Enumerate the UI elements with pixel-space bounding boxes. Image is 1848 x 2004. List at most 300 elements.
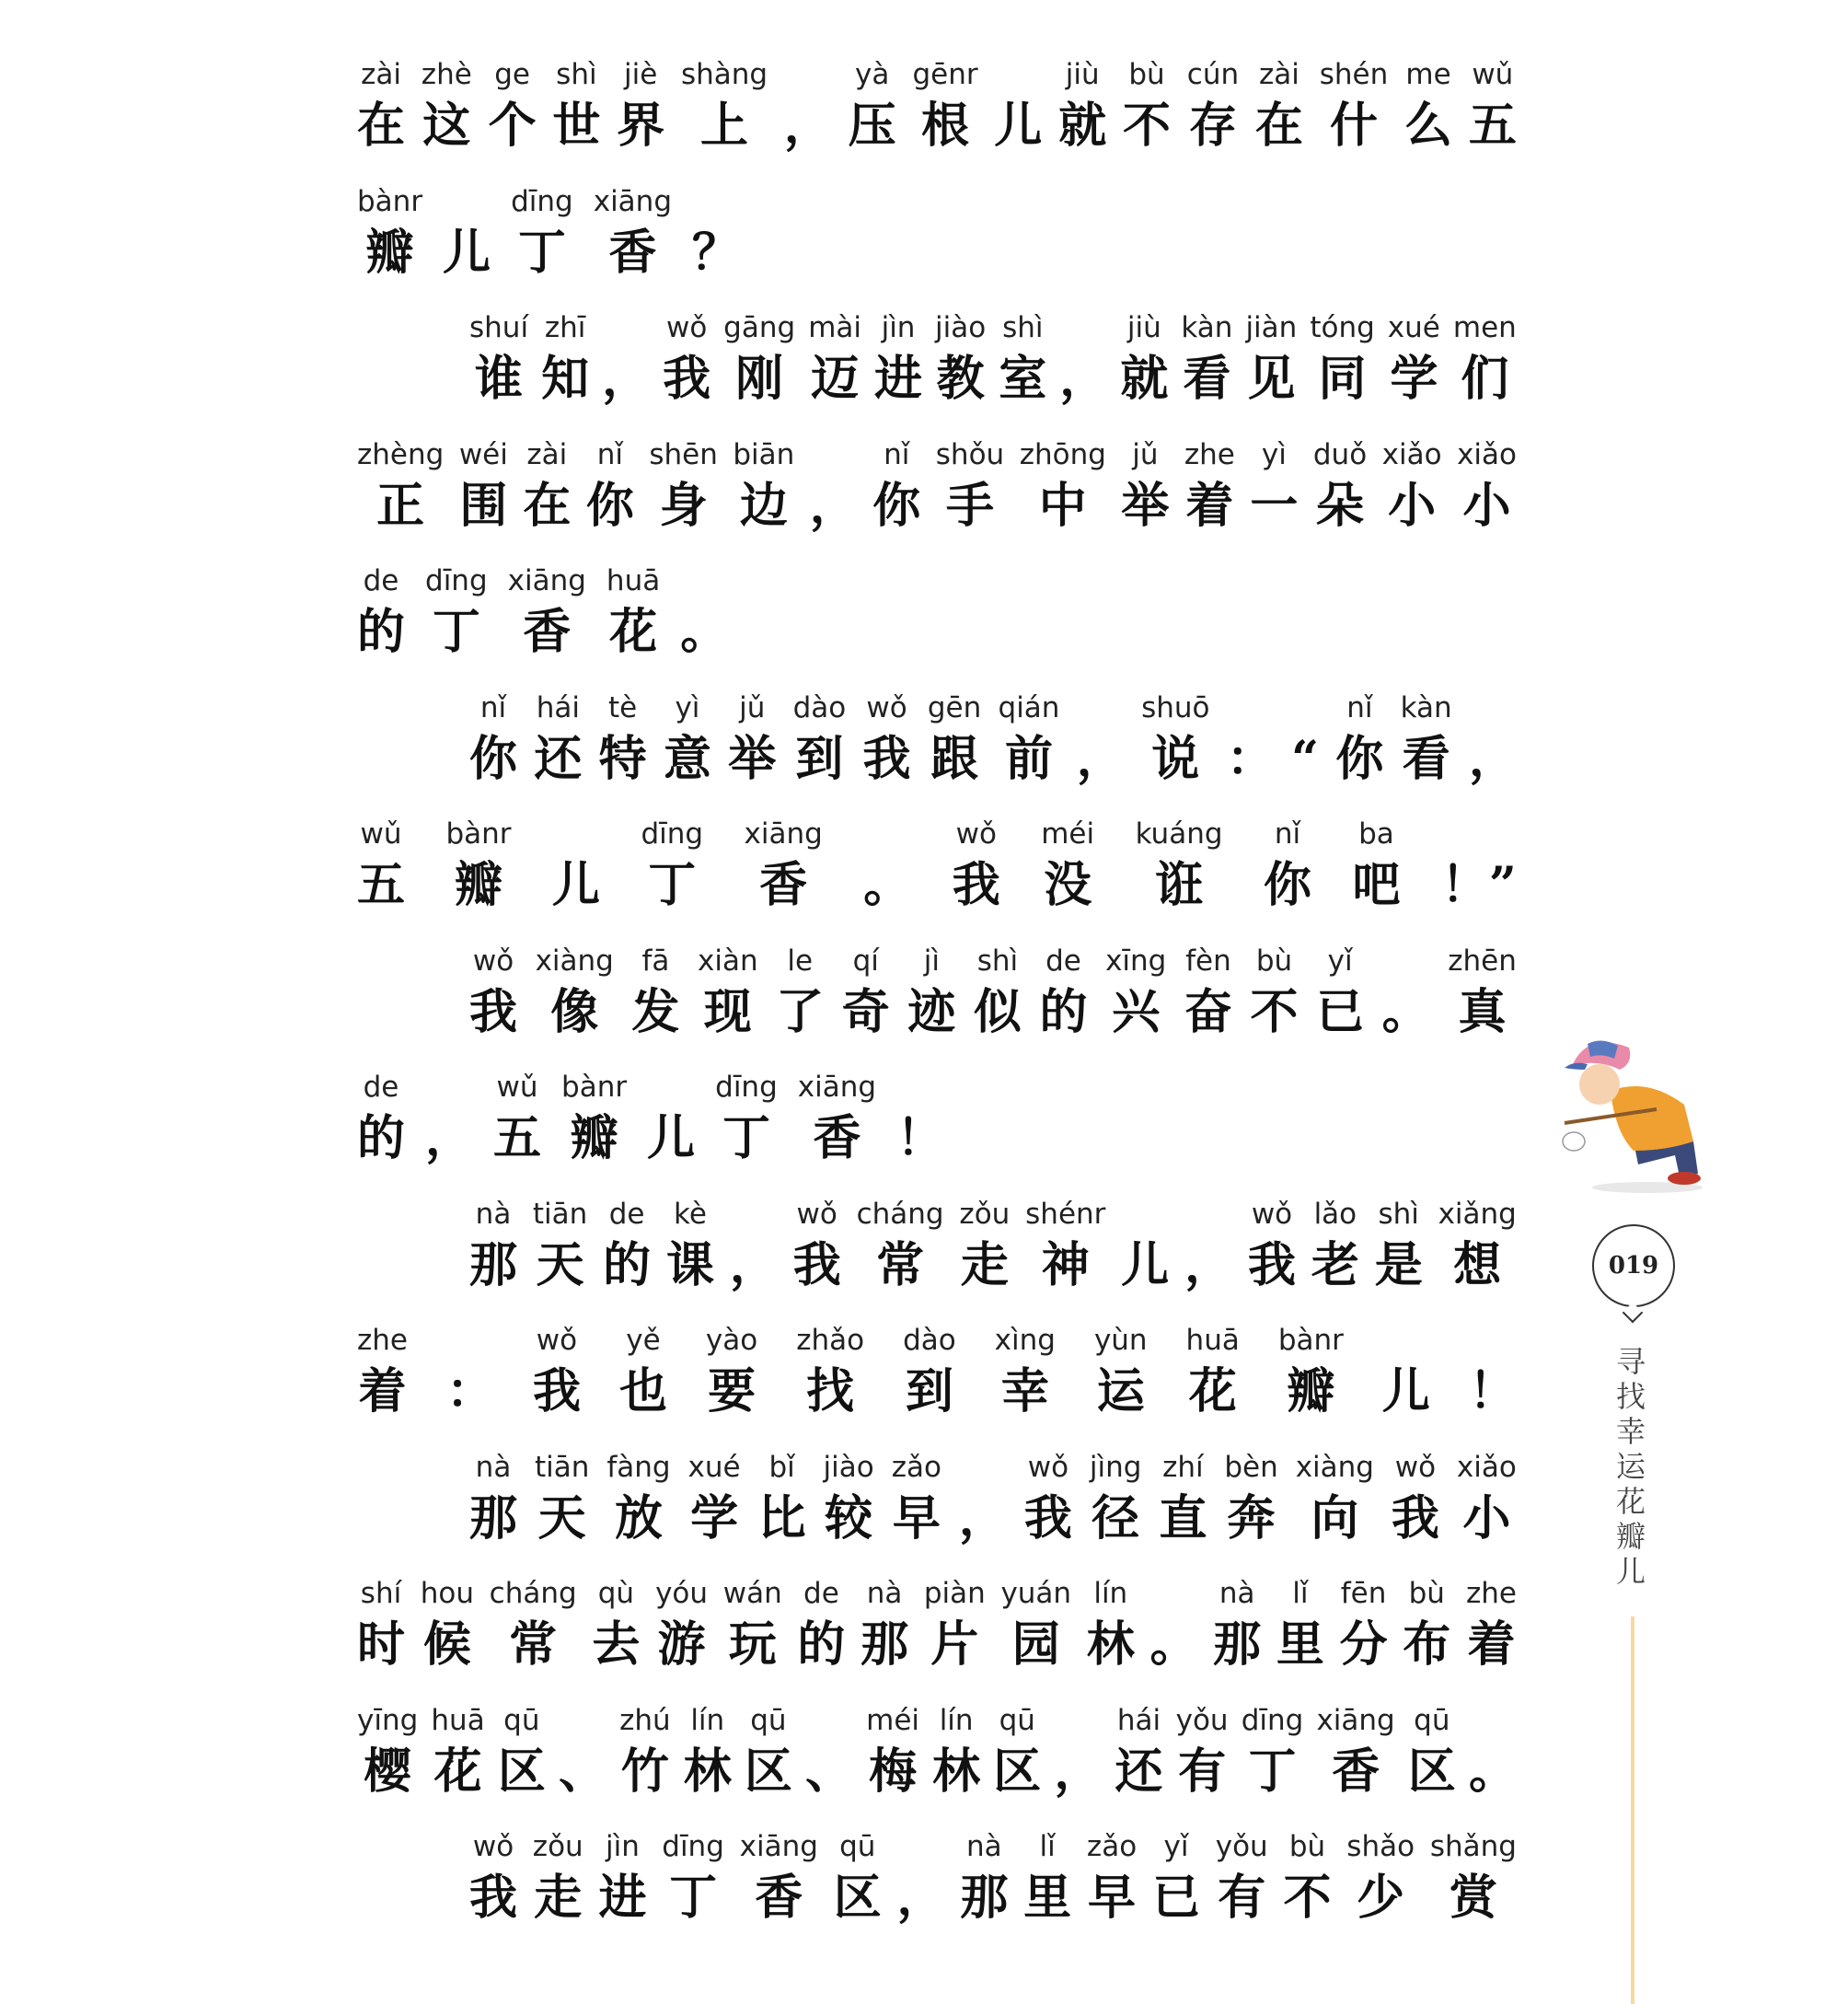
pinyin: qū (750, 1703, 787, 1737)
hanzi: 直 (1159, 1489, 1207, 1546)
ruby-token (541, 308, 589, 411)
ruby-token (1346, 1827, 1415, 1930)
pinyin: ge (494, 58, 530, 91)
pinyin (1469, 1701, 1517, 1740)
pinyin: shén (1319, 58, 1389, 91)
hanzi: 到 (905, 1363, 953, 1419)
pinyin: yì (1261, 437, 1287, 471)
ruby-token (647, 1068, 695, 1171)
hanzi: 前 (1004, 730, 1053, 787)
pinyin: zhe (1184, 437, 1235, 471)
pinyin: qū (839, 1830, 876, 1863)
ruby-token (594, 182, 672, 285)
pinyin: jǔ (739, 690, 766, 724)
pinyin: bèn (1224, 1450, 1278, 1484)
ruby-token (1176, 1701, 1229, 1804)
hanzi: 比 (757, 1489, 806, 1546)
pinyin (1469, 689, 1517, 727)
ruby-token (805, 1701, 853, 1804)
hanzi: 里 (1276, 1616, 1324, 1673)
ruby-token (740, 1827, 818, 1930)
pinyin: shǎo (1346, 1830, 1415, 1863)
hanzi: 梅 (869, 1743, 918, 1800)
ruby-token (617, 55, 664, 158)
pinyin: zhǎo (796, 1324, 865, 1357)
pinyin: yà (855, 58, 890, 91)
pinyin: shénr (1025, 1197, 1106, 1231)
ruby-token (469, 1827, 517, 1930)
pinyin: yào (705, 1324, 758, 1357)
hanzi: 真 (1458, 983, 1507, 1040)
ruby-token (469, 1195, 517, 1298)
hanzi: 区 (993, 1743, 1042, 1800)
ruby-token (357, 1068, 405, 1171)
hanzi: 还 (534, 730, 583, 787)
ruby-token (1121, 1195, 1169, 1298)
ruby-token (912, 55, 977, 158)
ruby-token (490, 1574, 577, 1677)
pinyin: de (1045, 944, 1081, 978)
ruby-token (1392, 1448, 1439, 1551)
pinyin: nǐ (1274, 817, 1301, 851)
hanzi: 不 (1250, 983, 1299, 1040)
pinyin: jiào (823, 1450, 874, 1484)
ruby-token (994, 55, 1042, 158)
text-line (357, 1448, 1517, 1575)
hanzi: 放 (614, 1489, 663, 1546)
pinyin: tiān (532, 1197, 588, 1231)
pinyin (443, 182, 491, 221)
pinyin: shēn (649, 437, 718, 471)
pinyin: xiāng (797, 1071, 877, 1104)
hanzi: 现 (703, 983, 752, 1040)
pinyin: shǎng (1429, 1830, 1517, 1863)
hanzi: 片 (930, 1616, 979, 1673)
pinyin: zài (361, 58, 401, 91)
hanzi: 竹 (620, 1743, 669, 1800)
pinyin (810, 435, 858, 474)
pinyin: jìng (1089, 1450, 1142, 1484)
pinyin: zǒu (532, 1830, 583, 1863)
story-text (357, 55, 1517, 1954)
hanzi: 同 (1318, 351, 1367, 407)
ruby-token (1316, 942, 1364, 1045)
ruby-token (745, 1701, 792, 1804)
pinyin: kè (674, 1197, 707, 1231)
pinyin: méi (1041, 817, 1095, 851)
pinyin: nǐ (1346, 690, 1373, 724)
pinyin (559, 1701, 606, 1740)
ruby-token (357, 435, 444, 539)
ruby-token (1466, 1574, 1517, 1677)
ruby-token (1020, 435, 1106, 539)
pinyin: wéi (458, 437, 508, 471)
ruby-token (1457, 435, 1517, 539)
ruby-token (508, 562, 586, 665)
hanzi: 区 (1407, 1743, 1456, 1800)
pinyin: shì (1378, 1197, 1419, 1231)
hanzi: ！ (896, 1110, 945, 1166)
hanzi: 刚 (735, 351, 784, 407)
hanzi: 丁 (648, 857, 697, 913)
hanzi: 天 (536, 1236, 584, 1293)
pinyin: jiù (1065, 58, 1100, 91)
pinyin: xiàng (1295, 1450, 1374, 1484)
hanzi: 奔 (1227, 1489, 1276, 1546)
pinyin (1077, 689, 1125, 727)
ruby-token (1404, 55, 1452, 158)
ruby-token (1184, 1195, 1232, 1298)
hanzi: 在 (523, 477, 572, 534)
hanzi: 早 (892, 1489, 941, 1546)
hanzi: 进 (598, 1870, 647, 1926)
page-number: 019 (1608, 1252, 1659, 1280)
hanzi: 边 (739, 477, 788, 534)
ruby-token (842, 942, 890, 1045)
ruby-token (586, 435, 634, 539)
pinyin: kàn (1181, 311, 1233, 344)
hanzi: 老 (1311, 1236, 1359, 1293)
ruby-token (834, 1827, 882, 1930)
ruby-token (619, 1701, 671, 1804)
pinyin: jiào (935, 311, 987, 344)
hand (1563, 1132, 1585, 1151)
ruby-token (603, 1195, 651, 1298)
ruby-token (422, 55, 472, 158)
ruby-token (897, 1827, 945, 1930)
hanzi: 我 (663, 351, 711, 407)
hanzi: 瓣 (365, 224, 414, 281)
ruby-token (559, 1701, 606, 1804)
ruby-token (533, 1321, 581, 1424)
hanzi: 身 (659, 477, 708, 534)
ruby-token (1438, 1195, 1517, 1298)
ruby-token (552, 55, 600, 158)
hanzi: 小 (1388, 477, 1437, 534)
pinyin: gēn (927, 690, 982, 724)
pinyin (692, 182, 740, 221)
hanzi: 儿 (443, 224, 491, 281)
pinyin: xiāng (739, 1830, 818, 1863)
ruby-token (1120, 308, 1168, 411)
hanzi: 们 (1461, 351, 1509, 407)
pinyin (1227, 689, 1275, 727)
ruby-token (655, 1574, 708, 1677)
hanzi: 那 (860, 1616, 909, 1673)
ruby-token (872, 435, 920, 539)
hanzi: ： (445, 1363, 494, 1419)
ruby-token (684, 1701, 732, 1804)
pinyin: dīng (425, 564, 488, 597)
ruby-token (1469, 1321, 1517, 1424)
hanzi: 走 (534, 1870, 583, 1926)
pinyin (897, 1827, 945, 1866)
hanzi: 小 (1462, 1489, 1511, 1546)
ruby-token (535, 1448, 589, 1551)
ruby-token (533, 1195, 587, 1298)
ruby-token (489, 55, 537, 158)
ruby-token (357, 55, 405, 158)
pinyin: dīng (715, 1071, 778, 1104)
hanzi: 朵 (1316, 477, 1365, 534)
ruby-token (1181, 308, 1232, 411)
hanzi: 香 (523, 604, 572, 660)
hanzi: 丁 (432, 604, 480, 660)
ruby-token (745, 815, 823, 918)
pinyin: xiàn (698, 944, 758, 978)
pinyin: zǒu (959, 1197, 1011, 1231)
hanzi: 奇 (841, 983, 890, 1040)
ruby-token (459, 435, 508, 539)
hanzi: 界 (617, 98, 665, 154)
ruby-token (1457, 1448, 1517, 1551)
pinyin: nǐ (884, 437, 910, 471)
pinyin: xiāng (744, 817, 823, 851)
ruby-token (493, 1068, 541, 1171)
ruby-token (932, 1701, 980, 1804)
ruby-token (1382, 942, 1430, 1045)
hanzi: 进 (874, 351, 923, 407)
hanzi: 的 (797, 1616, 846, 1673)
ruby-token (1430, 1827, 1517, 1930)
hanzi: 我 (1023, 1489, 1072, 1546)
ruby-token (960, 1827, 1008, 1930)
pinyin (1121, 1195, 1169, 1234)
ruby-token (1123, 55, 1171, 158)
pinyin: dīng (1241, 1703, 1304, 1737)
text-line (357, 562, 1517, 689)
pinyin: zhōng (1019, 437, 1106, 471)
pinyin: hou (420, 1577, 474, 1610)
pinyin: wǔ (496, 1071, 538, 1104)
pinyin (1382, 1321, 1430, 1360)
pinyin: bànr (1277, 1324, 1344, 1357)
pinyin: bù (1408, 1577, 1445, 1610)
pinyin (863, 815, 911, 853)
pinyin: wǒ (955, 817, 997, 851)
pinyin: bù (1128, 58, 1165, 91)
hanzi: 那 (469, 1236, 518, 1293)
hanzi: 还 (1115, 1743, 1163, 1800)
hanzi: 我 (469, 1870, 518, 1926)
pinyin (1291, 689, 1319, 727)
ruby-token (443, 182, 491, 285)
ruby-token (1245, 308, 1297, 411)
ruby-token (1291, 689, 1319, 792)
pinyin: zhèng (357, 437, 445, 471)
pinyin: zài (1258, 58, 1299, 91)
text-line (357, 1827, 1517, 1954)
ruby-token (824, 1448, 874, 1551)
ruby-token (1227, 689, 1275, 792)
hanzi: 那 (1213, 1616, 1262, 1673)
pinyin: yóu (655, 1577, 709, 1610)
hanzi: 室 (999, 351, 1047, 407)
pinyin: me (1405, 58, 1451, 91)
pinyin: zhe (1465, 1577, 1517, 1610)
hanzi: 那 (469, 1489, 518, 1546)
hanzi: 兴 (1112, 983, 1161, 1040)
hanzi: 迹 (907, 983, 956, 1040)
pinyin: nǐ (479, 690, 507, 724)
hanzi: 世 (552, 98, 601, 154)
pinyin: wǒ (866, 690, 907, 724)
pinyin (959, 1448, 1007, 1487)
ruby-token (1115, 1701, 1163, 1804)
pinyin: dào (792, 690, 847, 724)
hanzi: ？ (692, 224, 741, 281)
hanzi: 知 (541, 351, 590, 407)
ruby-token (706, 1321, 757, 1424)
ruby-token (606, 1448, 670, 1551)
pinyin: xiǎo (1381, 437, 1442, 471)
pinyin: nà (966, 1830, 1002, 1863)
text-line (357, 1195, 1517, 1322)
ruby-token (536, 942, 614, 1045)
pinyin: wǒ (1251, 1197, 1293, 1231)
pinyin: zhí (1162, 1450, 1204, 1484)
ruby-token (1469, 689, 1517, 792)
pinyin: xiāng (1316, 1703, 1395, 1737)
pinyin: yě (626, 1324, 661, 1357)
hanzi: ， (1184, 1236, 1233, 1293)
hanzi: 要 (708, 1363, 757, 1419)
hanzi: 香 (813, 1110, 861, 1166)
hanzi: 那 (960, 1870, 1009, 1926)
pinyin: zhī (544, 311, 586, 344)
hanzi: 存 (1188, 98, 1237, 154)
pinyin: piàn (923, 1577, 986, 1610)
ruby-token (1401, 689, 1452, 792)
hanzi: 布 (1403, 1616, 1451, 1673)
ruby-token (797, 1574, 845, 1677)
hanzi: 也 (618, 1363, 667, 1419)
hanzi: 意 (663, 730, 711, 787)
ruby-token (1382, 435, 1442, 539)
ruby-token (1251, 942, 1299, 1045)
hanzi: ， (958, 1489, 1007, 1546)
text-line (357, 1574, 1517, 1701)
text-line (357, 942, 1517, 1069)
ruby-token (935, 308, 986, 411)
hanzi: 中 (1038, 477, 1087, 534)
text-line (357, 435, 1517, 562)
ruby-token (866, 1701, 919, 1804)
text-line (357, 308, 1517, 435)
ruby-token (776, 942, 824, 1045)
hanzi: 丁 (517, 224, 566, 281)
pinyin: zhēn (1448, 944, 1517, 978)
pinyin: bànr (445, 817, 512, 851)
hanzi: 向 (1311, 1489, 1359, 1546)
page-number-badge (1592, 1224, 1675, 1307)
hanzi: 手 (945, 477, 994, 534)
hanzi: 儿 (647, 1110, 696, 1166)
ruby-token (1023, 1827, 1071, 1930)
pinyin: bù (1255, 944, 1293, 978)
pinyin: qū (1414, 1703, 1450, 1737)
hanzi: 游 (657, 1616, 706, 1673)
ruby-token (993, 1701, 1041, 1804)
pinyin: huā (431, 1703, 485, 1737)
pinyin: qián (998, 690, 1060, 724)
hanzi: 看 (1183, 351, 1231, 407)
ruby-token (903, 1321, 956, 1424)
pinyin: jìn (881, 311, 916, 344)
ruby-token (1316, 1701, 1394, 1804)
text-line (357, 1701, 1517, 1828)
pinyin (647, 1068, 695, 1106)
pinyin: cháng (489, 1577, 577, 1610)
ruby-token (715, 1068, 778, 1171)
hanzi: 常 (876, 1236, 925, 1293)
pinyin: wǒ (796, 1197, 837, 1231)
hanzi: 香 (755, 1870, 803, 1926)
ruby-token (1264, 815, 1311, 918)
ruby-token (1187, 55, 1239, 158)
ruby-token (663, 308, 710, 411)
hanzi: 林 (932, 1743, 981, 1800)
ruby-token (1054, 1701, 1102, 1804)
hanzi: ， (1054, 1743, 1103, 1800)
pinyin: wán (722, 1577, 782, 1610)
pinyin: xiǎo (1457, 437, 1517, 471)
ruby-token (357, 562, 405, 665)
ruby-token (1184, 942, 1232, 1045)
ruby-token (599, 689, 647, 792)
hanzi: 这 (422, 98, 471, 154)
hanzi: 的 (357, 1110, 406, 1166)
hanzi: 学 (1390, 351, 1438, 407)
pinyin: tè (608, 690, 638, 724)
text-line (357, 182, 1517, 309)
hanzi: 不 (1123, 98, 1172, 154)
hanzi: 我 (862, 730, 911, 787)
hanzi: 、 (558, 1743, 606, 1800)
ruby-token (1278, 1321, 1344, 1424)
ruby-token (1388, 308, 1440, 411)
ruby-token (784, 55, 832, 158)
hanzi: 有 (1218, 1870, 1266, 1926)
pinyin: yǒu (1215, 1830, 1268, 1863)
ruby-token (698, 942, 758, 1045)
pinyin: wǒ (472, 944, 514, 978)
hanzi: 特 (598, 730, 647, 787)
pinyin: dào (903, 1324, 956, 1357)
ruby-token (723, 1574, 782, 1677)
side-rule (1631, 1616, 1634, 2004)
pinyin: jiè (624, 58, 658, 91)
pinyin: lín (690, 1703, 725, 1737)
hanzi: 是 (1374, 1236, 1423, 1293)
hanzi: 。 (1149, 1616, 1198, 1673)
ruby-token (1248, 1195, 1296, 1298)
hanzi: 。 (1381, 983, 1430, 1040)
pinyin: wǔ (360, 817, 402, 851)
pinyin: gēnr (912, 58, 978, 91)
pinyin (994, 55, 1042, 94)
child-illustration (1546, 1013, 1721, 1197)
hanzi: 教 (936, 351, 985, 407)
ruby-token (533, 1827, 583, 1930)
ruby-token (728, 689, 776, 792)
pinyin: de (803, 1577, 839, 1610)
hanzi: 已 (1316, 983, 1365, 1040)
hanzi: 根 (921, 98, 970, 154)
pinyin: huā (1185, 1324, 1240, 1357)
pinyin: lǎo (1313, 1197, 1357, 1231)
hanzi: 上 (700, 98, 749, 154)
